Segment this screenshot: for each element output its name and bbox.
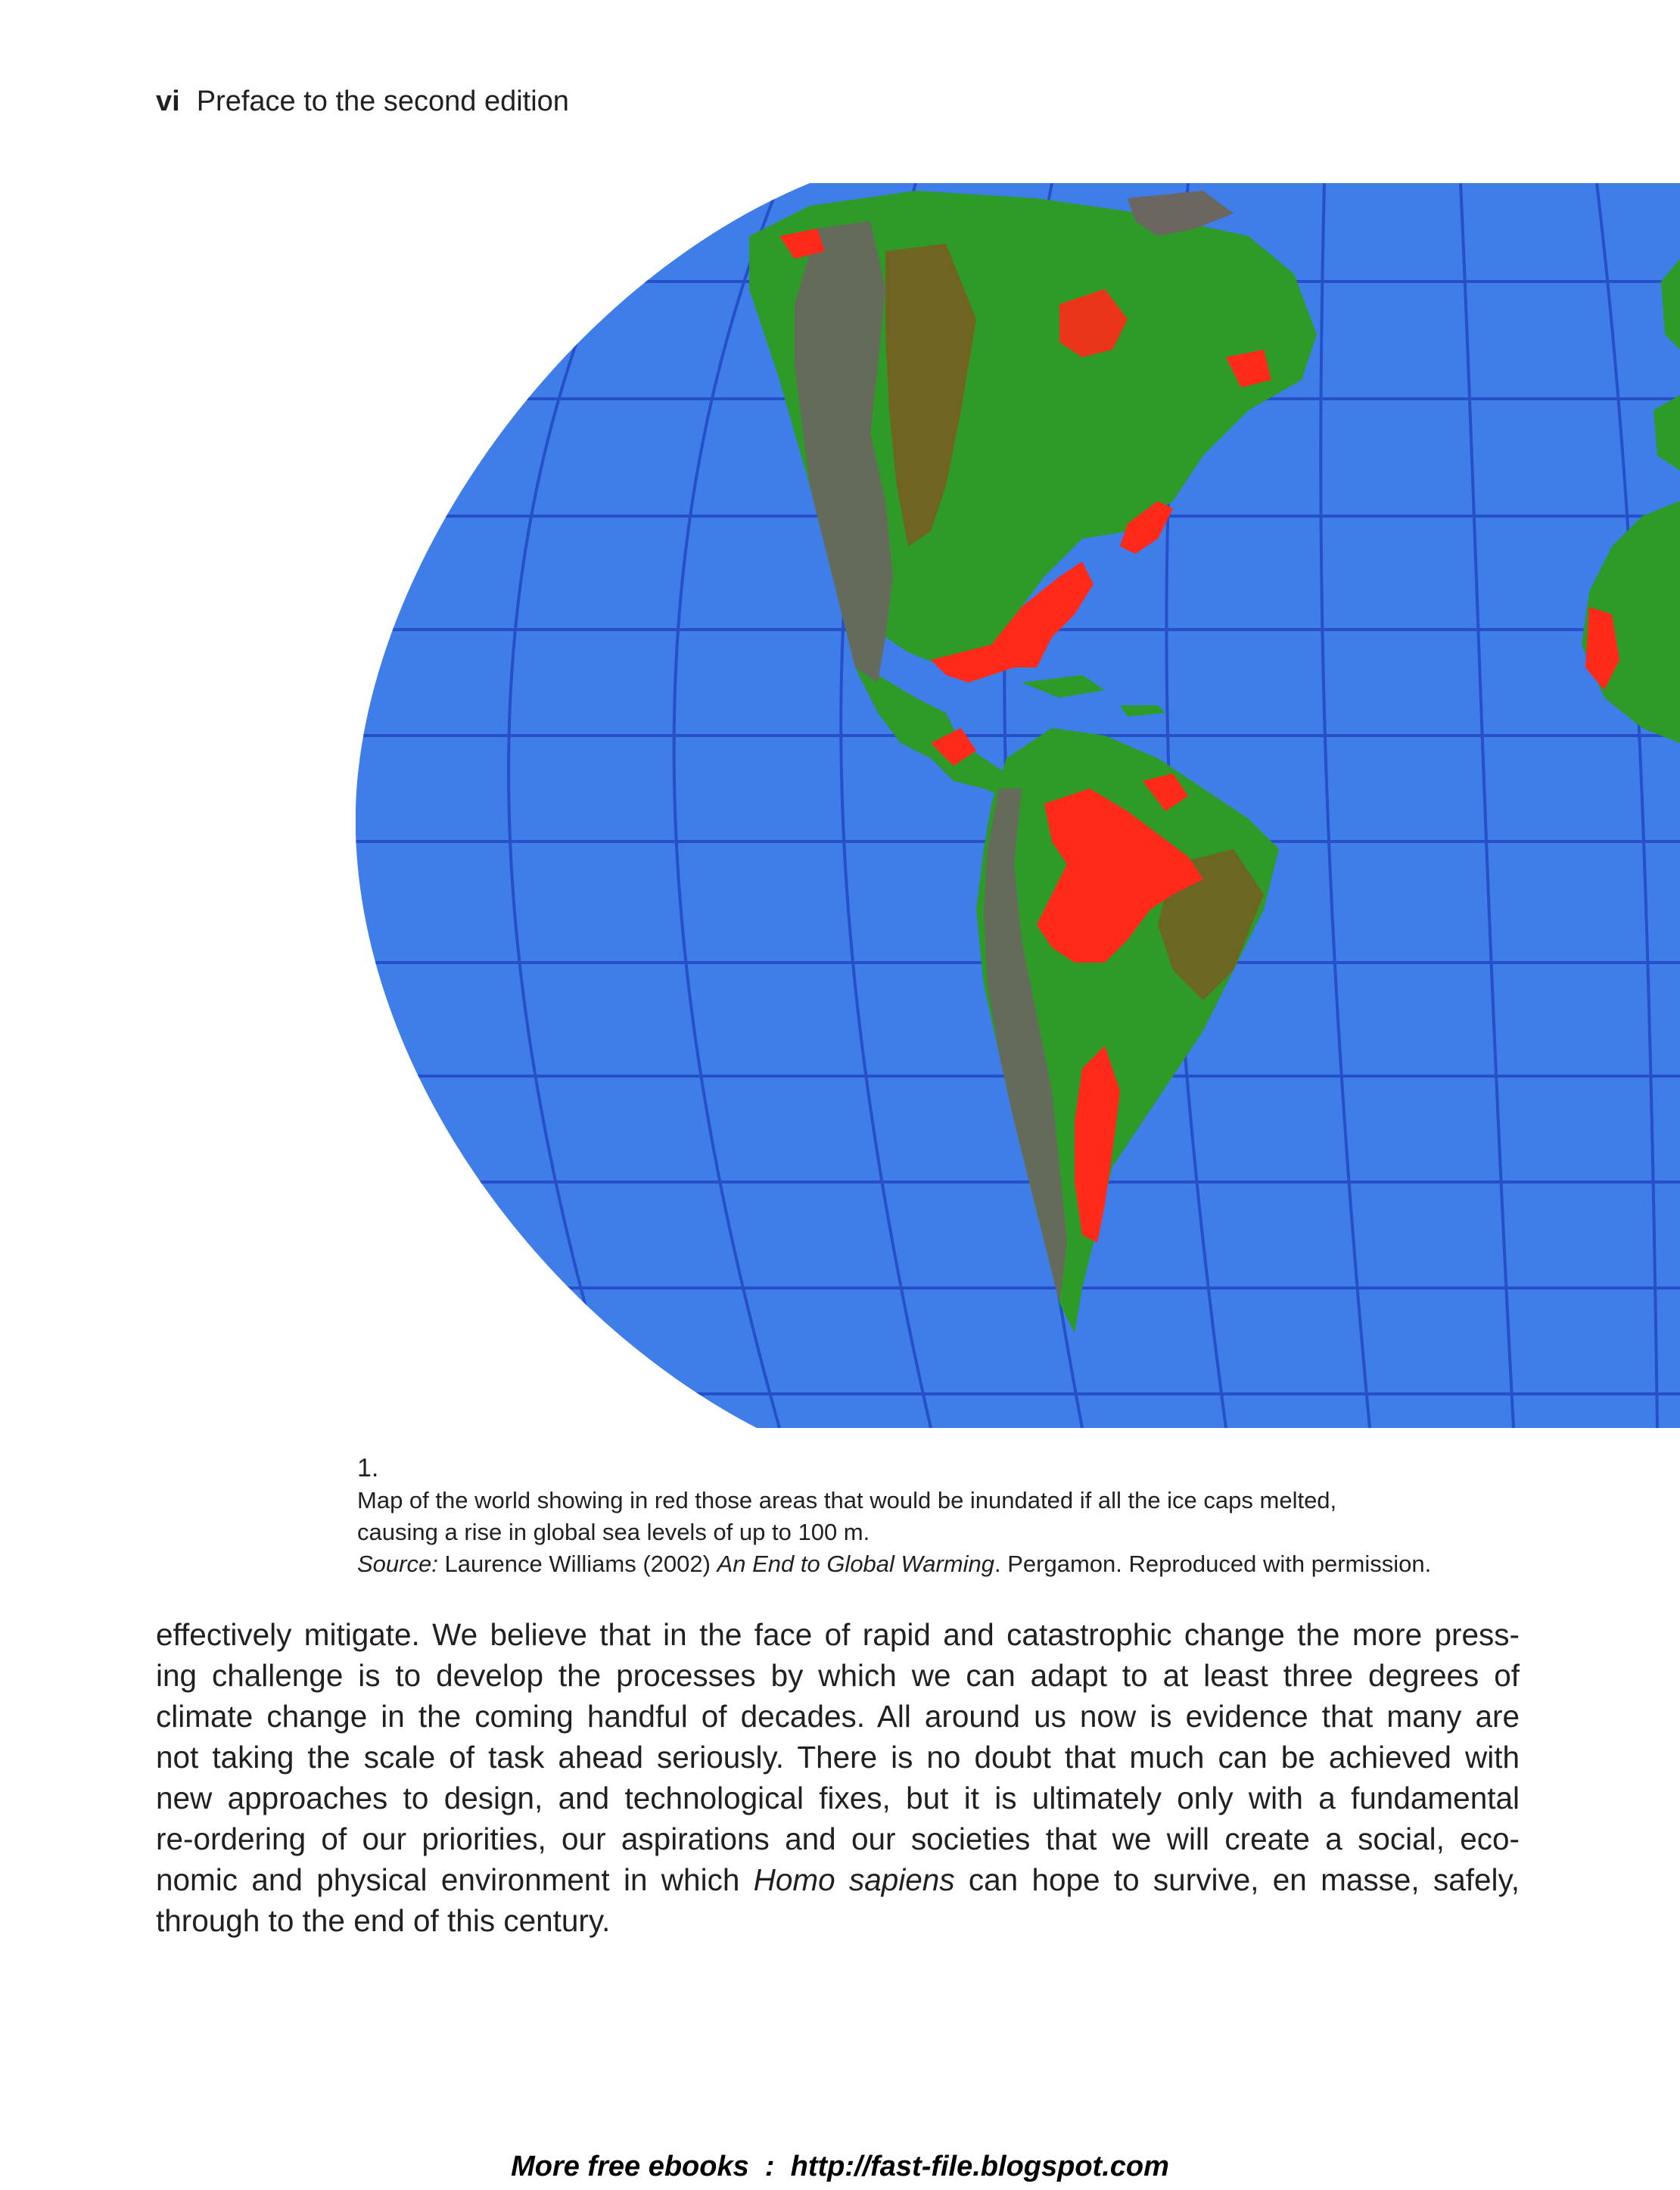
body-line-7-end: can hope to survive, en masse, safely, [954, 1862, 1520, 1897]
body-line: ing challenge is to develop the processes by which we can adapt to at least three degrees of [156, 1658, 1520, 1693]
source-author: Laurence Williams (2002) [437, 1551, 717, 1577]
caption-line: Map of the world showing in red those areas that would be inundated if all the ice caps melted, [357, 1487, 1337, 1513]
figure-number: 1. [357, 1454, 379, 1482]
page-number: vi [156, 86, 180, 117]
body-line [156, 1859, 1520, 1900]
source-label: Source: [357, 1551, 438, 1577]
running-head [156, 83, 569, 120]
source-rest: . Pergamon. Reproduced with permission. [994, 1551, 1432, 1577]
body-line: not taking the scale of task ahead seriously. There is no doubt that much can be achieved with [156, 1740, 1520, 1775]
species-name: Homo sapiens [753, 1862, 955, 1897]
world-map-image [356, 183, 1680, 1428]
body-line: effectively mitigate. We believe that in the face of rapid and catastrophic change the more press- [156, 1617, 1520, 1652]
caption-line: causing a rise in global sea levels of up to 100 m. [357, 1519, 870, 1545]
source-title: An End to Global Warming [717, 1551, 994, 1577]
figure-caption [357, 1451, 1538, 1580]
body-line-7-start: nomic and physical environment in which [156, 1862, 754, 1897]
body-line: climate change in the coming handful of decades. All around us now is evidence that many are [156, 1699, 1520, 1734]
body-line: re-ordering of our priorities, our aspirations and our societies that we will create a social, eco- [156, 1821, 1520, 1856]
body-line: through to the end of this century. [156, 1903, 611, 1938]
caption-source [357, 1548, 1538, 1580]
body-line: new approaches to design, and technological fixes, but it is ultimately only with a fundamental [156, 1781, 1520, 1815]
footer-promo-link[interactable]: More free ebooks : http://fast-file.blogspot.com [511, 2151, 1169, 2182]
running-head-title: Preface to the second edition [196, 86, 569, 117]
body-paragraph [156, 1614, 1520, 1941]
world-map-figure [356, 183, 1680, 1428]
